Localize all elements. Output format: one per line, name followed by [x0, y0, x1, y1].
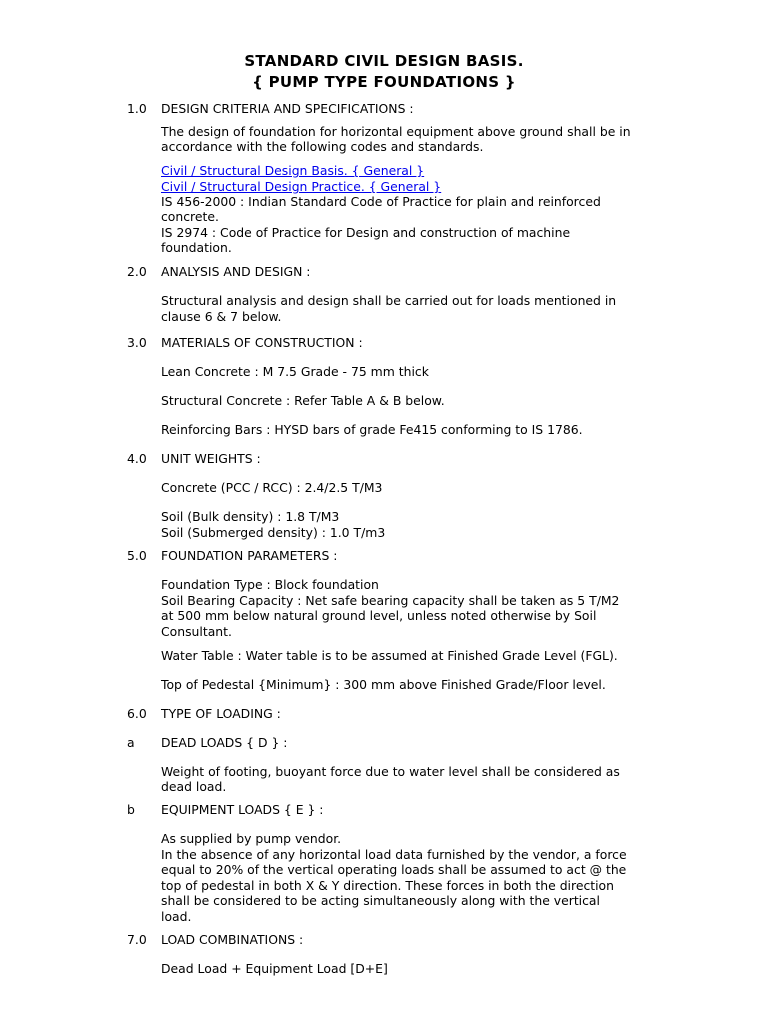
section-number-7: 7.0 [127, 932, 147, 947]
section-2-line-2: clause 6 & 7 below. [161, 309, 282, 324]
equipment-loads-line-2: In the absence of any horizontal load data furnished by the vendor, a force [161, 847, 627, 862]
section-heading-6: TYPE OF LOADING : [161, 706, 281, 721]
section-1-intro-line-2: accordance with the following codes and standards. [161, 139, 484, 154]
water-table-text: Water Table : Water table is to be assumed at Finished Grade Level (FGL). [161, 648, 618, 663]
section-number-6: 6.0 [127, 706, 147, 721]
soil-bearing-line-1: Soil Bearing Capacity : Net safe bearing capacity shall be taken as 5 T/M2 [161, 593, 620, 608]
section-heading-3: MATERIALS OF CONSTRUCTION : [161, 335, 363, 350]
subsection-heading-dead-loads: DEAD LOADS { D } : [161, 735, 288, 750]
document-subtitle: { PUMP TYPE FOUNDATIONS } [252, 73, 516, 91]
foundation-type-text: Foundation Type : Block foundation [161, 577, 379, 592]
section-heading-7: LOAD COMBINATIONS : [161, 932, 304, 947]
soil-submerged-density-text: Soil (Submerged density) : 1.0 T/m3 [161, 525, 386, 540]
subsection-heading-equipment-loads: EQUIPMENT LOADS { E } : [161, 802, 324, 817]
section-heading-5: FOUNDATION PARAMETERS : [161, 548, 338, 563]
document-title: STANDARD CIVIL DESIGN BASIS. [244, 52, 524, 70]
reinforcing-bars-text: Reinforcing Bars : HYSD bars of grade Fe415 conforming to IS 1786. [161, 422, 583, 437]
equipment-loads-line-5: shall be considered to be acting simultaneously along with the vertical [161, 893, 600, 908]
link-design-basis[interactable]: Civil / Structural Design Basis. { General } [161, 163, 425, 178]
equipment-loads-line-4: top of pedestal in both X & Y direction. These forces in both the direction [161, 878, 614, 893]
link-design-practice[interactable]: Civil / Structural Design Practice. { General } [161, 179, 442, 194]
section-number-4: 4.0 [127, 451, 147, 466]
equipment-loads-line-1: As supplied by pump vendor. [161, 831, 342, 846]
section-number-1: 1.0 [127, 101, 147, 116]
dead-loads-line-1: Weight of footing, buoyant force due to water level shall be considered as [161, 764, 620, 779]
section-2-line-1: Structural analysis and design shall be carried out for loads mentioned in [161, 293, 617, 308]
soil-bearing-line-3: Consultant. [161, 624, 232, 639]
subsection-letter-a: a [127, 735, 135, 750]
top-of-pedestal-text: Top of Pedestal {Minimum} : 300 mm above Finished Grade/Floor level. [161, 677, 606, 692]
section-number-2: 2.0 [127, 264, 147, 279]
section-heading-4: UNIT WEIGHTS : [161, 451, 261, 466]
code-is2974-line-1: IS 2974 : Code of Practice for Design and construction of machine [161, 225, 571, 240]
concrete-weight-text: Concrete (PCC / RCC) : 2.4/2.5 T/M3 [161, 480, 383, 495]
dead-loads-line-2: dead load. [161, 779, 227, 794]
section-heading-2: ANALYSIS AND DESIGN : [161, 264, 311, 279]
load-combination-text: Dead Load + Equipment Load [D+E] [161, 961, 388, 976]
section-1-intro-line-1: The design of foundation for horizontal equipment above ground shall be in [161, 124, 631, 139]
structural-concrete-text: Structural Concrete : Refer Table A & B below. [161, 393, 445, 408]
lean-concrete-text: Lean Concrete : M 7.5 Grade - 75 mm thick [161, 364, 429, 379]
soil-bulk-density-text: Soil (Bulk density) : 1.8 T/M3 [161, 509, 340, 524]
code-is2974-line-2: foundation. [161, 240, 232, 255]
equipment-loads-line-3: equal to 20% of the vertical operating loads shall be assumed to act @ the [161, 862, 627, 877]
subsection-letter-b: b [127, 802, 135, 817]
section-number-3: 3.0 [127, 335, 147, 350]
equipment-loads-line-6: load. [161, 909, 192, 924]
soil-bearing-line-2: at 500 mm below natural ground level, unless noted otherwise by Soil [161, 608, 597, 623]
code-is456-line-2: concrete. [161, 209, 219, 224]
section-number-5: 5.0 [127, 548, 147, 563]
section-heading-1: DESIGN CRITERIA AND SPECIFICATIONS : [161, 101, 414, 116]
code-is456-line-1: IS 456-2000 : Indian Standard Code of Practice for plain and reinforced [161, 194, 601, 209]
